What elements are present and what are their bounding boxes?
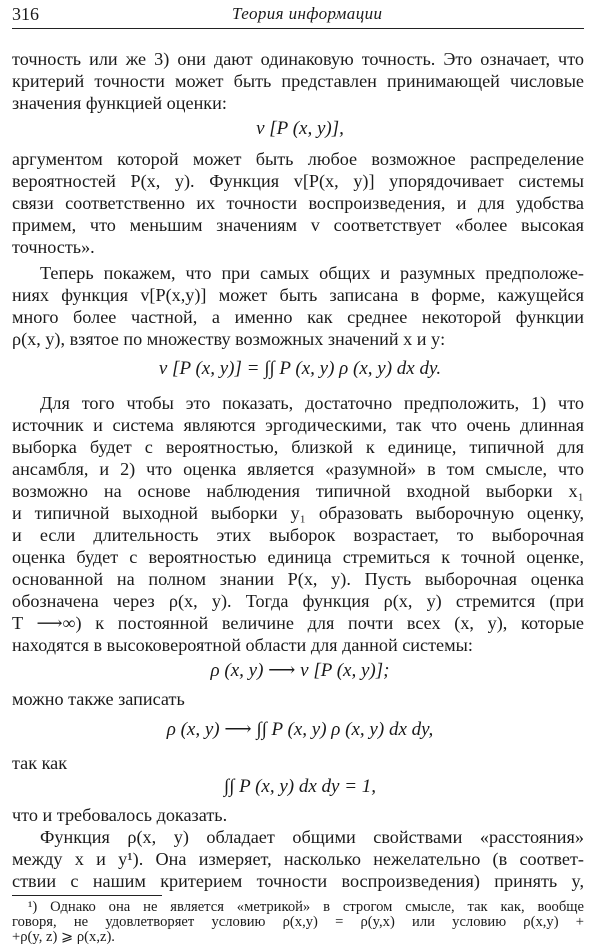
- text-line: между x и y¹). Она измеряет, насколько нежелательно (в соответ-: [12, 849, 584, 869]
- text-line: основанной на полном знании P(x, y). Пусть выборочная оценка: [12, 569, 584, 589]
- text-line: точность или же 3) они дают одинаковую точность. Это означает, что: [12, 49, 584, 69]
- text-line: возможно на основе наблюдения типичной входной выборки x₁: [12, 481, 584, 501]
- text-line: источник и система являются эргодическими, так что очень длинная: [12, 415, 584, 435]
- text-line: ствии с нашим критерием точности воспроизведения) принять y,: [12, 871, 584, 891]
- formula-5: ∫∫ P (x, y) dx dy = 1,: [223, 776, 377, 797]
- text-line: так как: [12, 753, 68, 773]
- formula-2: v [P (x, y)] = ∫∫ P (x, y) ρ (x, y) dx dy.: [158, 358, 442, 379]
- text-line: что и требовалось доказать.: [12, 805, 228, 825]
- formula-4: ρ (x, y) ⟶ ∫∫ P (x, y) ρ (x, y) dx dy,: [166, 719, 434, 740]
- paragraph-start: Функция ρ(x, y) обладает общими свойствами «расстояния»: [40, 827, 584, 847]
- page-number: 316: [12, 4, 39, 24]
- formula-1: v [P (x, y)],: [256, 118, 344, 139]
- text-line: аргументом которой может быть любое возможное распределение: [12, 149, 584, 169]
- text-line: примем, что меньшим значениям v соответствует «более высокая: [12, 215, 584, 235]
- text-line: ниях функция v[P(x,y)] может быть записана в форме, кажущейся: [12, 285, 584, 305]
- running-header: [12, 0, 584, 29]
- text-line: оценка будет с вероятностью единица стремиться к точной оценке,: [12, 547, 584, 567]
- paragraph-start: Теперь покажем, что при самых общих и разумных предположе-: [40, 263, 584, 283]
- text-line: ансамбля, и 2) что оценка является «разумной» в том смысле, что: [12, 459, 584, 479]
- footnote-line: +ρ(y, z) ⩾ ρ(x,z).: [12, 929, 115, 945]
- text-line: точность».: [12, 237, 95, 257]
- text-line: вероятностей P(x, y). Функция v[P(x, y)] упорядочивает системы: [12, 171, 584, 191]
- text-line: значения функцией оценки:: [12, 93, 227, 113]
- running-title: Теория информации: [232, 4, 383, 23]
- text-line: можно также записать: [12, 689, 185, 709]
- text-line: критерий точности может быть представлен принимающей числовые: [12, 71, 584, 91]
- text-line: T ⟶∞) к постоянной величине для почти всех (x, y), которые: [12, 613, 584, 633]
- footnote-rule: [12, 895, 162, 896]
- paragraph-start: Для того чтобы это показать, достаточно предположить, 1) что: [40, 393, 584, 413]
- text-line: и если длительность этих выборок возрастает, то выборочная: [12, 525, 584, 545]
- footnote-line: ¹) Однако она не является «метрикой» в строгом смысле, так как, вообще: [28, 899, 584, 915]
- text-line: обозначена через ρ(x, y). Тогда функция ρ(x, y) стремится (при: [12, 591, 584, 611]
- text-line: находятся в высоковероятной области для данной системы:: [12, 635, 473, 655]
- text-line: выборка будет с вероятностью, близкой к единице, типичной для: [12, 437, 584, 457]
- formula-3: ρ (x, y) ⟶ v [P (x, y)];: [210, 660, 390, 681]
- text-line: и типичной выходной выборки y₁ образовать выборочную оценку,: [12, 503, 584, 523]
- footnote-line: говоря, не удовлетворяет условию ρ(x,y) = ρ(y,x) или условию ρ(x,y) +: [12, 914, 584, 930]
- text-line: связи соответственно их точности воспроизведения, и для удобства: [12, 193, 584, 213]
- text-line: ρ(x, y), взятое по множеству возможных значений x и y:: [12, 329, 446, 349]
- text-line: много более частной, а именно как среднее некоторой функции: [12, 307, 584, 327]
